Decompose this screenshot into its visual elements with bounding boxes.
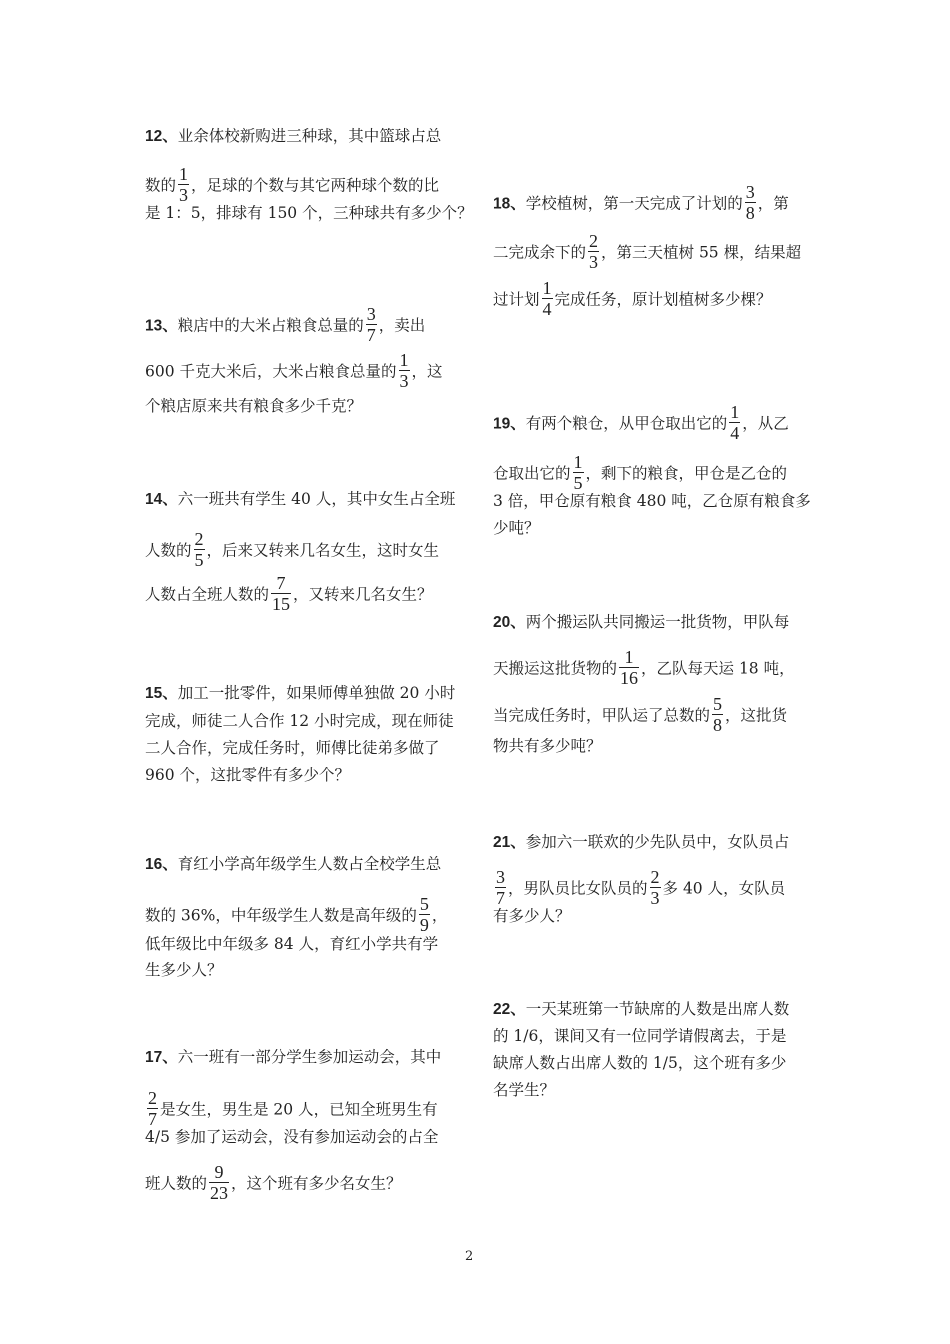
problem-text: ，后来又转来几名女生，这时女生 bbox=[206, 541, 440, 560]
fraction-numerator: 1 bbox=[573, 452, 583, 472]
fraction-numerator: 1 bbox=[624, 647, 634, 667]
problem-21 bbox=[493, 832, 823, 925]
problem-17 bbox=[145, 1047, 465, 1203]
problem-number: 13、 bbox=[145, 317, 178, 335]
problem-line bbox=[493, 612, 789, 633]
problem-text: 低年级比中年级多 84 人，育红小学共有学 bbox=[145, 935, 439, 953]
problem-15 bbox=[145, 683, 465, 783]
problem-text: ，又转来几名女生？ bbox=[293, 585, 433, 604]
problem-text: 人数占全班人数的 bbox=[145, 585, 270, 604]
problem-text: 两个搬运队共同搬运一批货物，甲队每 bbox=[525, 613, 790, 631]
fraction bbox=[419, 894, 430, 935]
fraction-numerator: 9 bbox=[214, 1162, 224, 1182]
fraction-denominator: 3 bbox=[179, 185, 189, 205]
fraction bbox=[588, 231, 599, 272]
problem-line bbox=[145, 396, 362, 416]
problem-text: 当完成任务时，甲队运了总数的 bbox=[493, 706, 711, 725]
fraction-numerator: 3 bbox=[745, 182, 755, 202]
problem-text: ，这 bbox=[411, 362, 443, 381]
problem-line bbox=[145, 1127, 438, 1147]
problem-line bbox=[145, 531, 439, 572]
problem-20 bbox=[493, 612, 823, 757]
problem-line bbox=[493, 404, 789, 445]
problem-line bbox=[493, 696, 787, 737]
fraction-numerator: 1 bbox=[179, 164, 189, 184]
problem-text: ，乙队每天运 18 吨， bbox=[641, 659, 795, 678]
fraction-denominator: 8 bbox=[745, 203, 755, 223]
fraction-numerator: 5 bbox=[713, 694, 723, 714]
problem-line bbox=[145, 711, 454, 731]
problem-text: ，从乙 bbox=[742, 414, 789, 433]
problem-text: ，第三天植树 55 棵，结果超 bbox=[601, 243, 802, 262]
problem-text: 600 千克大米后，大米占粮食总量的 bbox=[145, 362, 397, 381]
problem-text: 少吨？ bbox=[493, 519, 540, 537]
fraction-denominator: 3 bbox=[399, 371, 409, 391]
problem-text: ，第 bbox=[757, 194, 789, 213]
problem-text: ，男队员比女队员的 bbox=[508, 879, 648, 898]
problem-line bbox=[145, 166, 439, 207]
fraction-numerator: 5 bbox=[419, 894, 429, 914]
fraction bbox=[712, 694, 723, 735]
problem-line bbox=[145, 896, 447, 937]
problem-19 bbox=[493, 404, 823, 539]
problem-line bbox=[145, 738, 440, 758]
problem-line bbox=[145, 854, 441, 875]
fraction-numerator: 7 bbox=[276, 573, 286, 593]
problem-text: 粮店中的大米占粮食总量的 bbox=[177, 316, 364, 335]
problem-text: ，足球的个数与其它两种球个数的比 bbox=[191, 176, 440, 195]
problem-line bbox=[493, 1026, 786, 1046]
fraction-numerator: 2 bbox=[650, 867, 660, 887]
problem-line bbox=[493, 518, 540, 538]
problem-line bbox=[145, 489, 455, 510]
problem-22 bbox=[493, 999, 823, 1099]
problem-line bbox=[493, 736, 602, 756]
problem-line bbox=[145, 934, 438, 954]
problem-number: 20、 bbox=[493, 614, 526, 631]
problem-text: ，这批货 bbox=[725, 706, 788, 725]
problem-line bbox=[145, 575, 433, 616]
problem-text: 完成，师徒二人合作 12 小时完成，现在师徒 bbox=[145, 712, 454, 730]
fraction-denominator: 5 bbox=[573, 473, 583, 493]
fraction-denominator: 8 bbox=[713, 715, 723, 735]
fraction-denominator: 4 bbox=[542, 299, 552, 319]
fraction-denominator: 3 bbox=[589, 252, 599, 272]
problem-line bbox=[145, 352, 443, 393]
problem-line bbox=[493, 1080, 555, 1100]
problem-line bbox=[493, 184, 789, 225]
problem-text: 是 1：5，排球有 150 个，三种球共有多少个？ bbox=[145, 204, 473, 222]
problem-text: 缺席人数占出席人数的 1/5，这个班有多少 bbox=[493, 1054, 787, 1072]
problem-line bbox=[493, 280, 772, 321]
problem-text: 仓取出它的 bbox=[493, 464, 571, 483]
problem-number: 16、 bbox=[145, 856, 178, 873]
fraction-numerator: 1 bbox=[730, 402, 740, 422]
problem-text: 3 倍，甲仓原有粮食 480 吨，乙仓原有粮食多 bbox=[493, 492, 811, 510]
fraction-numerator: 2 bbox=[194, 529, 204, 549]
problem-line bbox=[145, 765, 350, 785]
fraction-numerator: 1 bbox=[399, 350, 409, 370]
problem-number: 14、 bbox=[145, 491, 178, 508]
fraction-numerator: 2 bbox=[589, 231, 599, 251]
fraction bbox=[542, 278, 553, 319]
problem-line bbox=[493, 454, 787, 495]
problem-line bbox=[145, 1047, 441, 1068]
fraction-numerator: 1 bbox=[542, 278, 552, 298]
problem-number: 19、 bbox=[493, 415, 526, 433]
fraction-denominator: 15 bbox=[272, 594, 291, 614]
problem-number: 12、 bbox=[145, 128, 178, 145]
fraction-denominator: 7 bbox=[148, 1109, 157, 1129]
problem-text: 名学生？ bbox=[493, 1081, 556, 1099]
problem-line bbox=[145, 960, 223, 980]
problem-line bbox=[493, 906, 571, 926]
fraction bbox=[194, 529, 205, 570]
problem-line bbox=[493, 491, 811, 511]
problem-number: 18、 bbox=[493, 195, 526, 213]
problem-text: 数的 36%，中年级学生人数是高年级的 bbox=[145, 906, 417, 925]
fraction bbox=[745, 182, 756, 223]
problem-text: ，这个班有多少名女生？ bbox=[231, 1174, 402, 1193]
problem-line bbox=[145, 1090, 438, 1131]
fraction bbox=[650, 867, 661, 908]
page-number: 2 bbox=[465, 1249, 474, 1264]
fraction bbox=[399, 350, 410, 391]
problem-text: 学校植树，第一天完成了计划的 bbox=[525, 194, 743, 213]
problem-number: 15、 bbox=[145, 685, 178, 702]
fraction bbox=[729, 402, 740, 443]
fraction bbox=[366, 304, 377, 345]
problem-text: 二完成余下的 bbox=[493, 243, 587, 262]
problem-line bbox=[493, 233, 801, 274]
problem-18 bbox=[493, 182, 823, 319]
problem-text: 物共有多少吨？ bbox=[493, 737, 602, 755]
fraction-numerator: 3 bbox=[366, 304, 376, 324]
fraction-denominator: 16 bbox=[620, 668, 639, 688]
problem-14 bbox=[145, 489, 465, 614]
problem-text: 班人数的 bbox=[145, 1174, 208, 1193]
problem-text: 参加六一联欢的少先队员中，女队员占 bbox=[525, 833, 790, 851]
problem-text: 过计划 bbox=[493, 290, 540, 309]
problem-12 bbox=[145, 126, 473, 226]
problem-text: 个粮店原来共有粮食多少千克？ bbox=[145, 397, 363, 415]
problem-text: 数的 bbox=[145, 176, 177, 195]
problem-text: 有两个粮仓，从甲仓取出它的 bbox=[525, 414, 728, 433]
problem-text: 是女生，男生是 20 人，已知全班男生有 bbox=[160, 1100, 438, 1119]
problem-line bbox=[145, 306, 425, 347]
problem-line bbox=[145, 1164, 402, 1205]
fraction-numerator: 2 bbox=[148, 1088, 157, 1108]
fraction bbox=[147, 1088, 158, 1129]
problem-text: 有多少人？ bbox=[493, 907, 571, 925]
problem-text: 天搬运这批货物的 bbox=[493, 659, 618, 678]
problem-line bbox=[493, 1053, 786, 1073]
problem-text: 一天某班第一节缺席的人数是出席人数 bbox=[525, 1000, 790, 1018]
problem-text: 二人合作，完成任务时，师傅比徒弟多做了 bbox=[145, 739, 440, 757]
problem-number: 17、 bbox=[145, 1049, 178, 1066]
fraction bbox=[209, 1162, 229, 1203]
problem-text: 4/5 参加了运动会，没有参加运动会的占全 bbox=[145, 1128, 439, 1146]
problem-text: 人数的 bbox=[145, 541, 192, 560]
problem-text: 育红小学高年级学生人数占全校学生总 bbox=[177, 855, 442, 873]
problem-text: 六一班共有学生 40 人，其中女生占全班 bbox=[177, 490, 456, 508]
problem-text: ，卖出 bbox=[378, 316, 426, 335]
problem-number: 22、 bbox=[493, 1001, 526, 1018]
fraction-denominator: 7 bbox=[366, 325, 376, 345]
problem-13 bbox=[145, 306, 465, 416]
problem-text: 960 个，这批零件有多少个？ bbox=[145, 766, 351, 784]
fraction-denominator: 7 bbox=[496, 888, 505, 908]
problem-line bbox=[145, 683, 455, 704]
problem-16 bbox=[145, 854, 465, 979]
fraction-denominator: 9 bbox=[419, 915, 429, 935]
problem-line bbox=[145, 126, 441, 147]
problem-text: 业余体校新购进三种球，其中篮球占总 bbox=[177, 127, 442, 145]
problem-text: ，剩下的粮食，甲仓是乙仓的 bbox=[585, 464, 788, 483]
fraction-denominator: 5 bbox=[194, 550, 204, 570]
fraction-denominator: 23 bbox=[210, 1183, 229, 1203]
problem-line bbox=[493, 649, 795, 690]
fraction-denominator: 4 bbox=[730, 423, 740, 443]
fraction bbox=[619, 647, 639, 688]
problem-text: 加工一批零件，如果师傅单独做 20 小时 bbox=[177, 684, 456, 702]
problem-text: 的 1/6，课间又有一位同学请假离去，于是 bbox=[493, 1027, 787, 1045]
fraction bbox=[573, 452, 584, 493]
fraction bbox=[271, 573, 291, 614]
problem-line bbox=[493, 832, 789, 853]
fraction-denominator: 3 bbox=[650, 888, 660, 908]
problem-text: 生多少人？ bbox=[145, 961, 223, 979]
problem-line bbox=[493, 999, 789, 1020]
fraction bbox=[178, 164, 189, 205]
problem-line bbox=[493, 869, 785, 910]
problem-text: ， bbox=[431, 906, 448, 925]
problem-line bbox=[145, 203, 473, 223]
problem-text: 多 40 人，女队员 bbox=[662, 879, 786, 898]
problem-text: 六一班有一部分学生参加运动会，其中 bbox=[177, 1048, 442, 1066]
fraction bbox=[495, 867, 506, 908]
problem-text: 完成任务，原计划植树多少棵？ bbox=[554, 290, 772, 309]
fraction-numerator: 3 bbox=[496, 867, 505, 887]
problem-number: 21、 bbox=[493, 834, 526, 851]
